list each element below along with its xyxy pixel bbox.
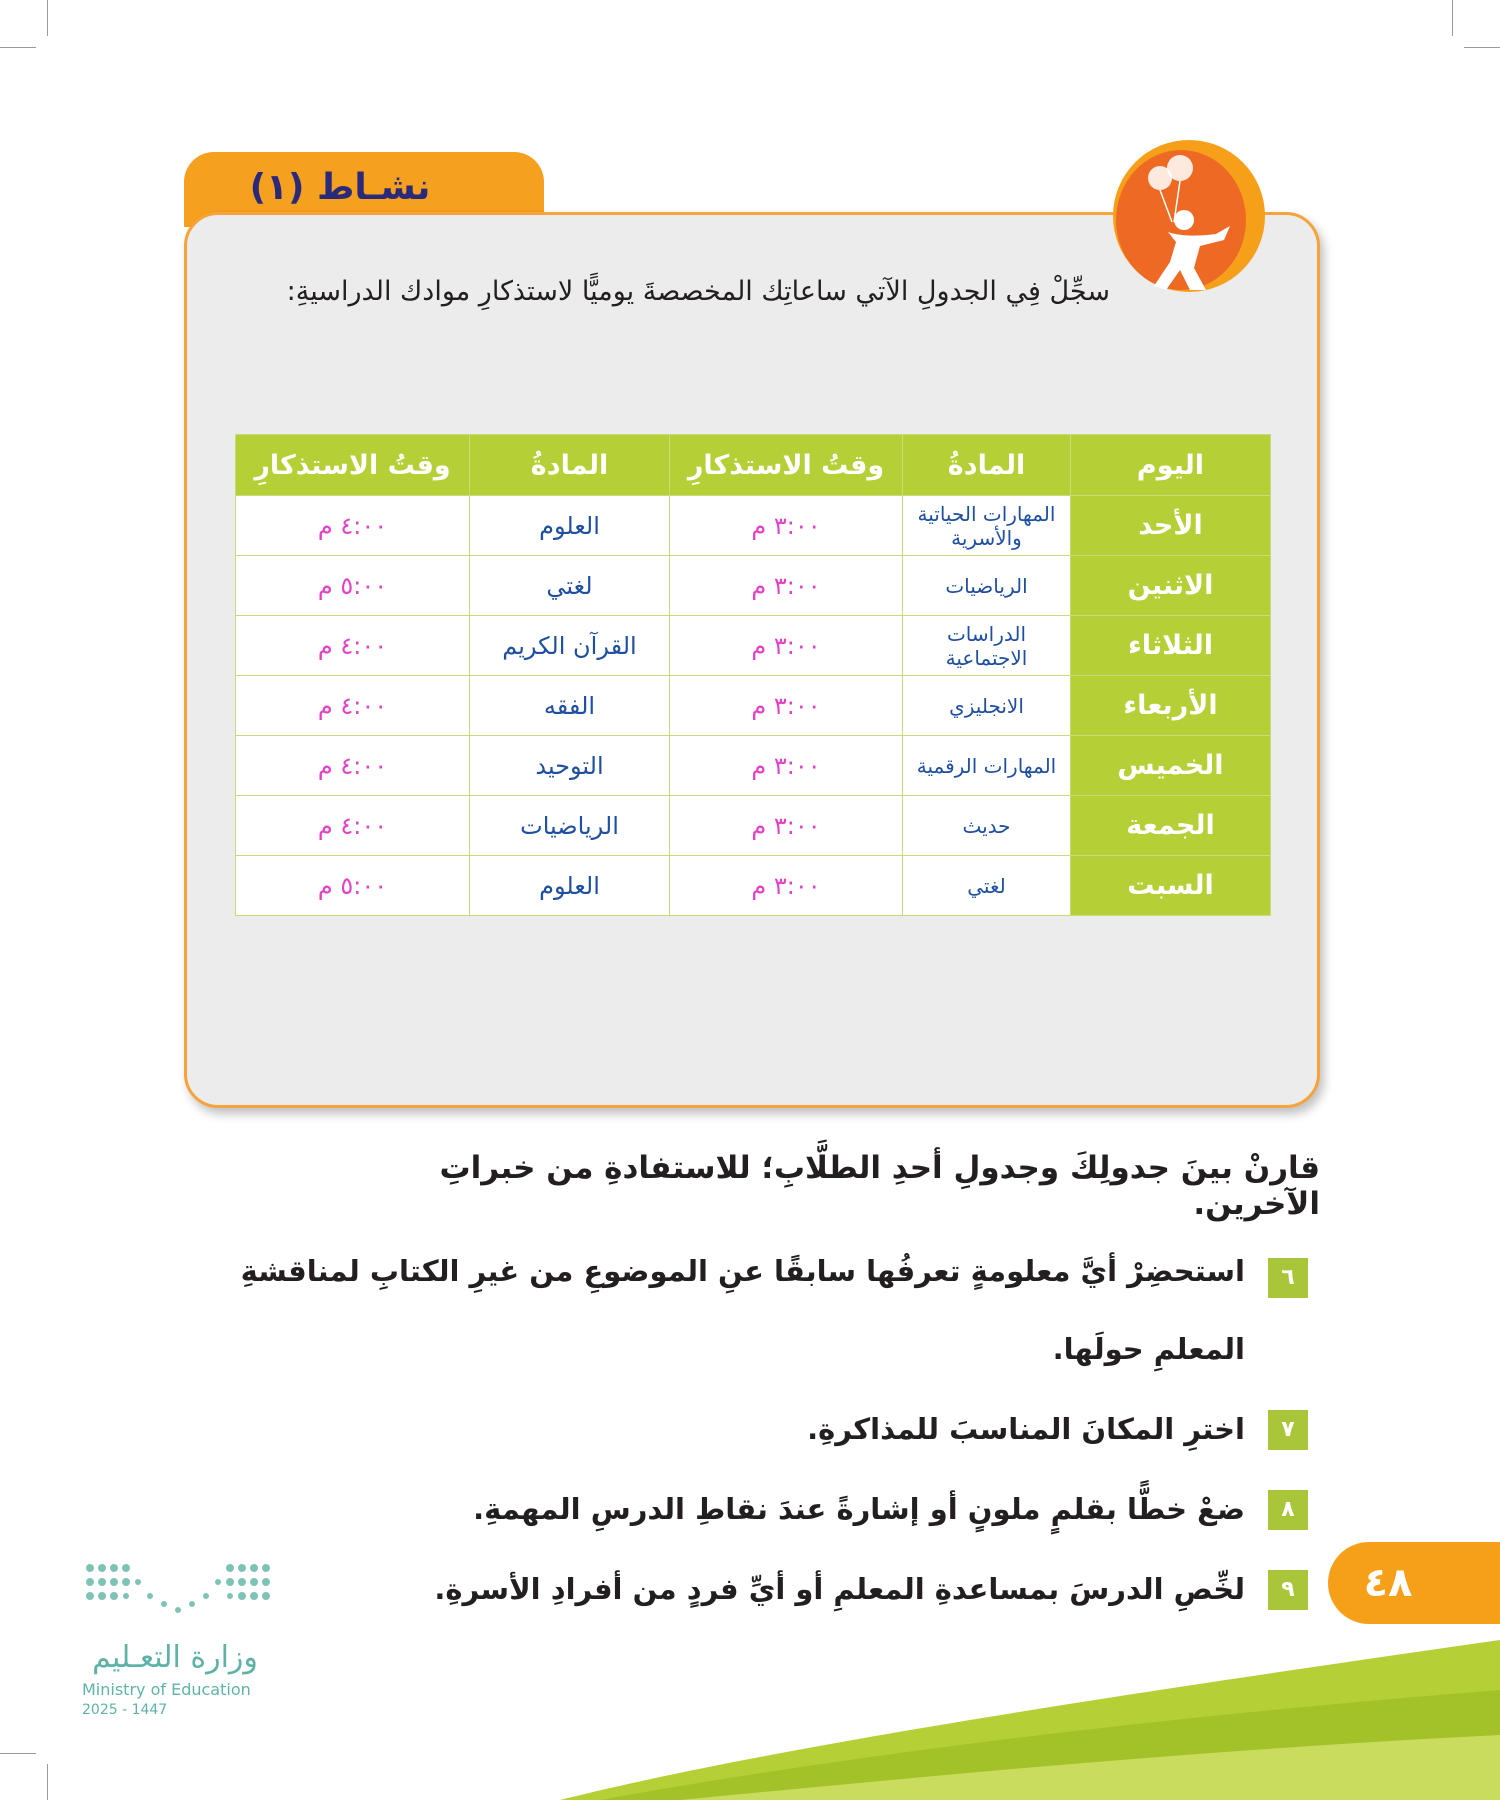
crop-mark [47, 1764, 48, 1800]
time-cell: ٤:٠٠ م [236, 616, 470, 676]
subject-cell: التوحيد [470, 736, 670, 796]
subject-cell: لغتي [903, 856, 1071, 916]
table-row [236, 736, 1271, 796]
subject-cell: الرياضيات [470, 796, 670, 856]
day-cell: الاثنين [1071, 556, 1271, 616]
time-cell: ٤:٠٠ م [236, 736, 470, 796]
subject-cell: حديث [903, 796, 1071, 856]
time-cell: ٣:٠٠ م [670, 796, 903, 856]
ministry-dots-logo-icon [84, 1560, 274, 1630]
subject-cell: الفقه [470, 676, 670, 736]
table-row [236, 676, 1271, 736]
study-schedule-table [235, 434, 1271, 916]
item-number-badge: ٨ [1268, 1490, 1308, 1530]
table-row [236, 496, 1271, 556]
table-row [236, 556, 1271, 616]
table-row [236, 856, 1271, 916]
day-cell: الثلاثاء [1071, 616, 1271, 676]
time-cell: ٣:٠٠ م [670, 496, 903, 556]
time-cell: ٤:٠٠ م [236, 676, 470, 736]
item-number-badge: ٦ [1268, 1258, 1308, 1298]
crop-mark [0, 47, 36, 48]
green-wave-decoration [560, 1640, 1500, 1800]
time-cell: ٥:٠٠ م [236, 856, 470, 916]
crop-mark [1464, 47, 1500, 48]
time-cell: ٣:٠٠ م [670, 616, 903, 676]
activity-title: نشـاط (١) [249, 167, 431, 208]
header-day: اليوم [1071, 435, 1271, 496]
list-item: لخِّصِ الدرسَ بمساعدةِ المعلمِ أو أيِّ فردٍ من أفرادِ الأسرةِ. [434, 1572, 1245, 1606]
day-cell: السبت [1071, 856, 1271, 916]
subject-cell: العلوم [470, 496, 670, 556]
day-cell: الجمعة [1071, 796, 1271, 856]
time-cell: ٣:٠٠ م [670, 856, 903, 916]
crop-mark [47, 0, 48, 36]
subject-cell: المهارات الرقمية [903, 736, 1071, 796]
day-cell: الخميس [1071, 736, 1271, 796]
crop-mark [0, 1753, 36, 1754]
page-number: ٤٨ [1363, 1560, 1413, 1606]
activity-instruction: سجِّلْ فِي الجدولِ الآتي ساعاتِك المخصصةَ يوميًّا لاستذكارِ موادك الدراسيةِ: [286, 276, 1110, 307]
time-cell: ٣:٠٠ م [670, 736, 903, 796]
day-cell: الأربعاء [1071, 676, 1271, 736]
ministry-year: 2025 - 1447 [82, 1702, 168, 1718]
header-subject: المادةُ [470, 435, 670, 496]
subject-cell: المهارات الحياتية والأسرية [903, 496, 1071, 556]
compare-instruction: قارنْ بينَ جدولِكَ وجدولِ أحدِ الطلَّابِ؛ للاستفادةِ من خبراتِ الآخرين. [439, 1150, 1320, 1222]
table-row [236, 796, 1271, 856]
subject-cell: لغتي [470, 556, 670, 616]
subject-cell: الدراسات الاجتماعية [903, 616, 1071, 676]
subject-cell: العلوم [470, 856, 670, 916]
header-study-time: وقتُ الاستذكارِ [670, 435, 903, 496]
time-cell: ٣:٠٠ م [670, 556, 903, 616]
subject-cell: الانجليزي [903, 676, 1071, 736]
list-item: اخترِ المكانَ المناسبَ للمذاكرةِ. [807, 1412, 1245, 1446]
time-cell: ٤:٠٠ م [236, 496, 470, 556]
item-number-badge: ٩ [1268, 1570, 1308, 1610]
table-header-row [236, 435, 1271, 496]
ministry-name-arabic: وزارة التعـليم [92, 1640, 258, 1675]
header-study-time: وقتُ الاستذكارِ [236, 435, 470, 496]
time-cell: ٤:٠٠ م [236, 796, 470, 856]
header-subject: المادةُ [903, 435, 1071, 496]
item-number-badge: ٧ [1268, 1410, 1308, 1450]
day-cell: الأحد [1071, 496, 1271, 556]
subject-cell: الرياضيات [903, 556, 1071, 616]
time-cell: ٥:٠٠ م [236, 556, 470, 616]
crop-mark [1452, 0, 1453, 36]
table-row [236, 616, 1271, 676]
list-item: استحضِرْ أيَّ معلومةٍ تعرفُها سابقًا عنِ الموضوعِ من غيرِ الكتابِ لمناقشةِ المعلمِ حولَها. [240, 1254, 1245, 1366]
list-item: ضعْ خطًّا بقلمٍ ملونٍ أو إشارةً عندَ نقاطِ الدرسِ المهمةِ. [473, 1492, 1245, 1526]
balloon-child-icon [1120, 150, 1260, 290]
subject-cell: القرآن الكريم [470, 616, 670, 676]
time-cell: ٣:٠٠ م [670, 676, 903, 736]
ministry-name-english: Ministry of Education [82, 1680, 251, 1699]
